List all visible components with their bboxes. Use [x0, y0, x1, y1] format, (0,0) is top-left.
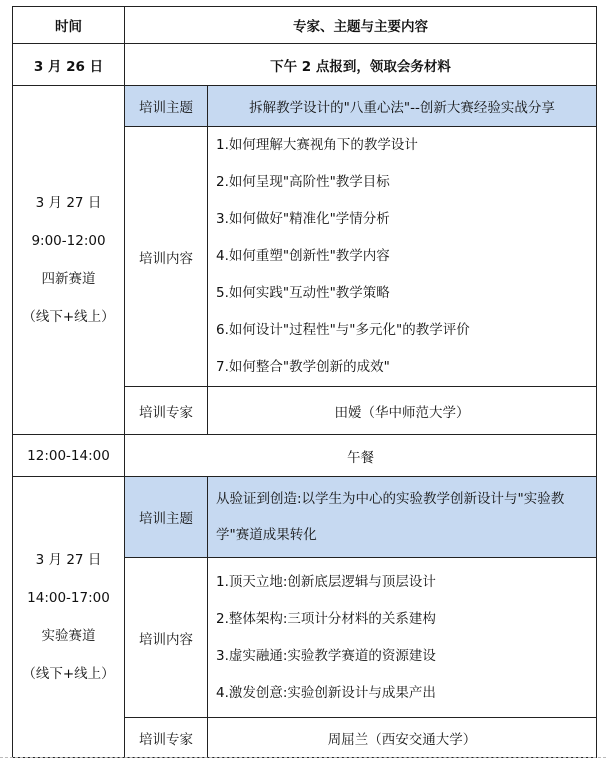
- session2-theme-row: [13, 477, 597, 558]
- row-march-26: [13, 44, 597, 86]
- session2-expert: 周屈兰（西安交通大学）: [208, 718, 597, 758]
- session1-theme-row: [13, 86, 597, 127]
- session2-content-list: [208, 558, 597, 718]
- session2-mode: （线下+线上）: [22, 666, 115, 682]
- session2-hours: 14:00-17:00: [27, 590, 110, 606]
- session1-date: 3 月 27 日: [35, 195, 102, 211]
- session1-time-cell: [13, 86, 125, 435]
- content-march-26: 下午 2 点报到，领取会务材料: [125, 44, 597, 86]
- list-item: 3.如何做好"精准化"学情分析: [216, 211, 390, 227]
- list-item: 5.如何实践"互动性"教学策略: [216, 285, 390, 301]
- session2-theme-label: 培训主题: [125, 477, 208, 558]
- session1-expert-label: 培训专家: [125, 387, 208, 435]
- list-item: 3.虚实融通:实验教学赛道的资源建设: [216, 647, 436, 664]
- session2-track: 实验赛道: [41, 628, 96, 644]
- schedule-table: [12, 6, 597, 758]
- session1-content-list: [208, 127, 597, 387]
- session2-expert-label: 培训专家: [125, 718, 208, 758]
- page-edge-line: [0, 757, 606, 758]
- list-item: 2.整体架构:三项计分材料的关系建构: [216, 610, 436, 627]
- lunch-time: 12:00-14:00: [13, 435, 125, 477]
- header-row: [13, 7, 597, 44]
- session1-theme-label: 培训主题: [125, 86, 208, 127]
- session1-theme: 拆解教学设计的"八重心法"--创新大赛经验实战分享: [208, 86, 597, 127]
- list-item: 4.如何重塑"创新性"教学内容: [216, 248, 390, 264]
- session2-content-label: 培训内容: [125, 558, 208, 718]
- list-item: 4.激发创意:实验创新设计与成果产出: [216, 684, 436, 701]
- session1-hours: 9:00-12:00: [31, 233, 106, 249]
- session1-content-label: 培训内容: [125, 127, 208, 387]
- session1-expert: 田嫒（华中师范大学）: [208, 387, 597, 435]
- lunch-row: [13, 435, 597, 477]
- session1-track: 四新赛道: [41, 271, 96, 287]
- list-item: 1.如何理解大赛视角下的教学设计: [216, 137, 418, 153]
- lunch-content: 午餐: [125, 435, 597, 477]
- session2-date: 3 月 27 日: [35, 552, 102, 568]
- list-item: 2.如何呈现"高阶性"教学目标: [216, 174, 390, 190]
- header-time: 时间: [13, 7, 125, 44]
- list-item: 7.如何整合"教学创新的成效": [216, 359, 390, 375]
- header-content: 专家、主题与主要内容: [125, 7, 597, 44]
- list-item: 6.如何设计"过程性"与"多元化"的教学评价: [216, 322, 470, 338]
- session2-time-cell: [13, 477, 125, 758]
- time-march-26: 3 月 26 日: [13, 44, 125, 86]
- list-item: 1.顶天立地:创新底层逻辑与顶层设计: [216, 573, 436, 590]
- session1-mode: （线下+线上）: [22, 309, 115, 325]
- session2-theme: 从验证到创造:以学生为中心的实验教学创新设计与"实验教学"赛道成果转化: [208, 477, 597, 558]
